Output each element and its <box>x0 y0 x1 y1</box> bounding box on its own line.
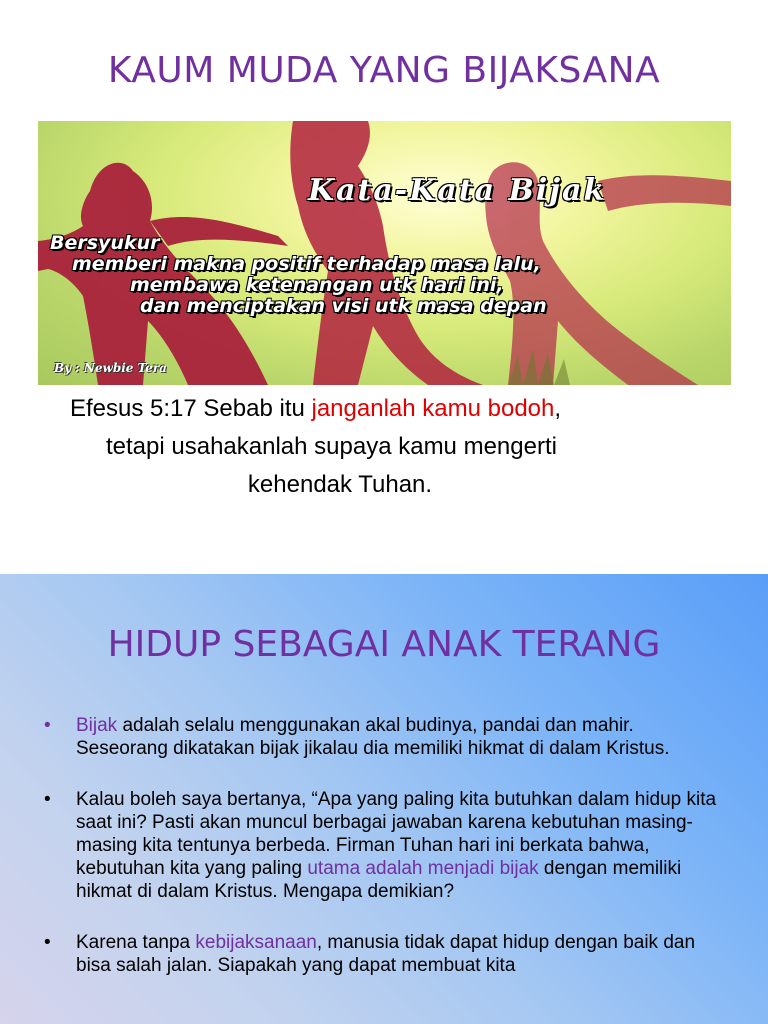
bullet-text: dengan memiliki hikmat di dalam Kristus. Mengapa demikian? <box>76 858 682 902</box>
bullet-dot-icon: • <box>44 932 51 953</box>
banner-byline: By : Newbie Tera <box>54 361 167 375</box>
bullet-highlight: kebijaksanaan <box>195 932 317 953</box>
verse-suffix: , <box>554 395 562 422</box>
banner-heading: Kata-Kata Bijak <box>308 173 607 208</box>
bullet-text: Kalau boleh saya bertanya, “Apa yang paling kita butuhkan dalam hidup kita saat ini? Pasti akan muncul berbagai jawaban karena kebutuhan masing-masing kita tentunya berbeda. Firman Tuhan hari ini berkata bahwa, kebutuhan kita yang paling <box>76 789 717 879</box>
slide-1-title: KAUM MUDA YANG BIJAKSANA <box>107 50 661 91</box>
bullet-dot-icon: • <box>44 715 51 736</box>
slide-2-title: HIDUP SEBAGAI ANAK TERANG <box>107 624 661 665</box>
banner-quote-line: dan menciptakan visi utk masa depan <box>140 295 547 317</box>
bullet-item <box>44 931 724 977</box>
bullet-item <box>44 714 724 760</box>
banner-quote-line: Bersyukur <box>50 232 160 254</box>
quote-banner-image <box>38 121 731 385</box>
verse-highlight: janganlah kamu bodoh <box>311 395 555 422</box>
bullet-text: Karena tanpa <box>76 932 196 953</box>
bullet-dot-icon: • <box>44 789 51 810</box>
bullet-highlight: Bijak <box>76 715 118 736</box>
bullet-item <box>44 788 724 903</box>
banner-quote-line: memberi makna positif terhadap masa lalu, <box>72 253 541 275</box>
verse-line-2: tetapi usahakanlah supaya kamu mengerti <box>106 433 557 460</box>
bullet-text: , manusia tidak dapat hidup dengan baik dan bisa salah jalan. Siapakah yang dapat membuat kita <box>76 932 696 976</box>
banner-quote <box>50 233 730 317</box>
bullet-list <box>44 714 724 1005</box>
slide-2 <box>0 574 768 1024</box>
verse-line-3: kehendak Tuhan. <box>247 471 433 498</box>
banner-quote-line: membawa ketenangan utk hari ini, <box>130 274 504 296</box>
bible-verse <box>70 390 710 504</box>
verse-prefix: Efesus 5:17 Sebab itu <box>70 395 312 422</box>
bullet-text: adalah selalu menggunakan akal budinya, pandai dan mahir. Seseorang dikatakan bijak jikalau dia memiliki hikmat di dalam Kristus. <box>76 715 670 759</box>
verse-line-1 <box>70 390 710 428</box>
bullet-highlight: utama adalah menjadi bijak <box>307 858 539 879</box>
